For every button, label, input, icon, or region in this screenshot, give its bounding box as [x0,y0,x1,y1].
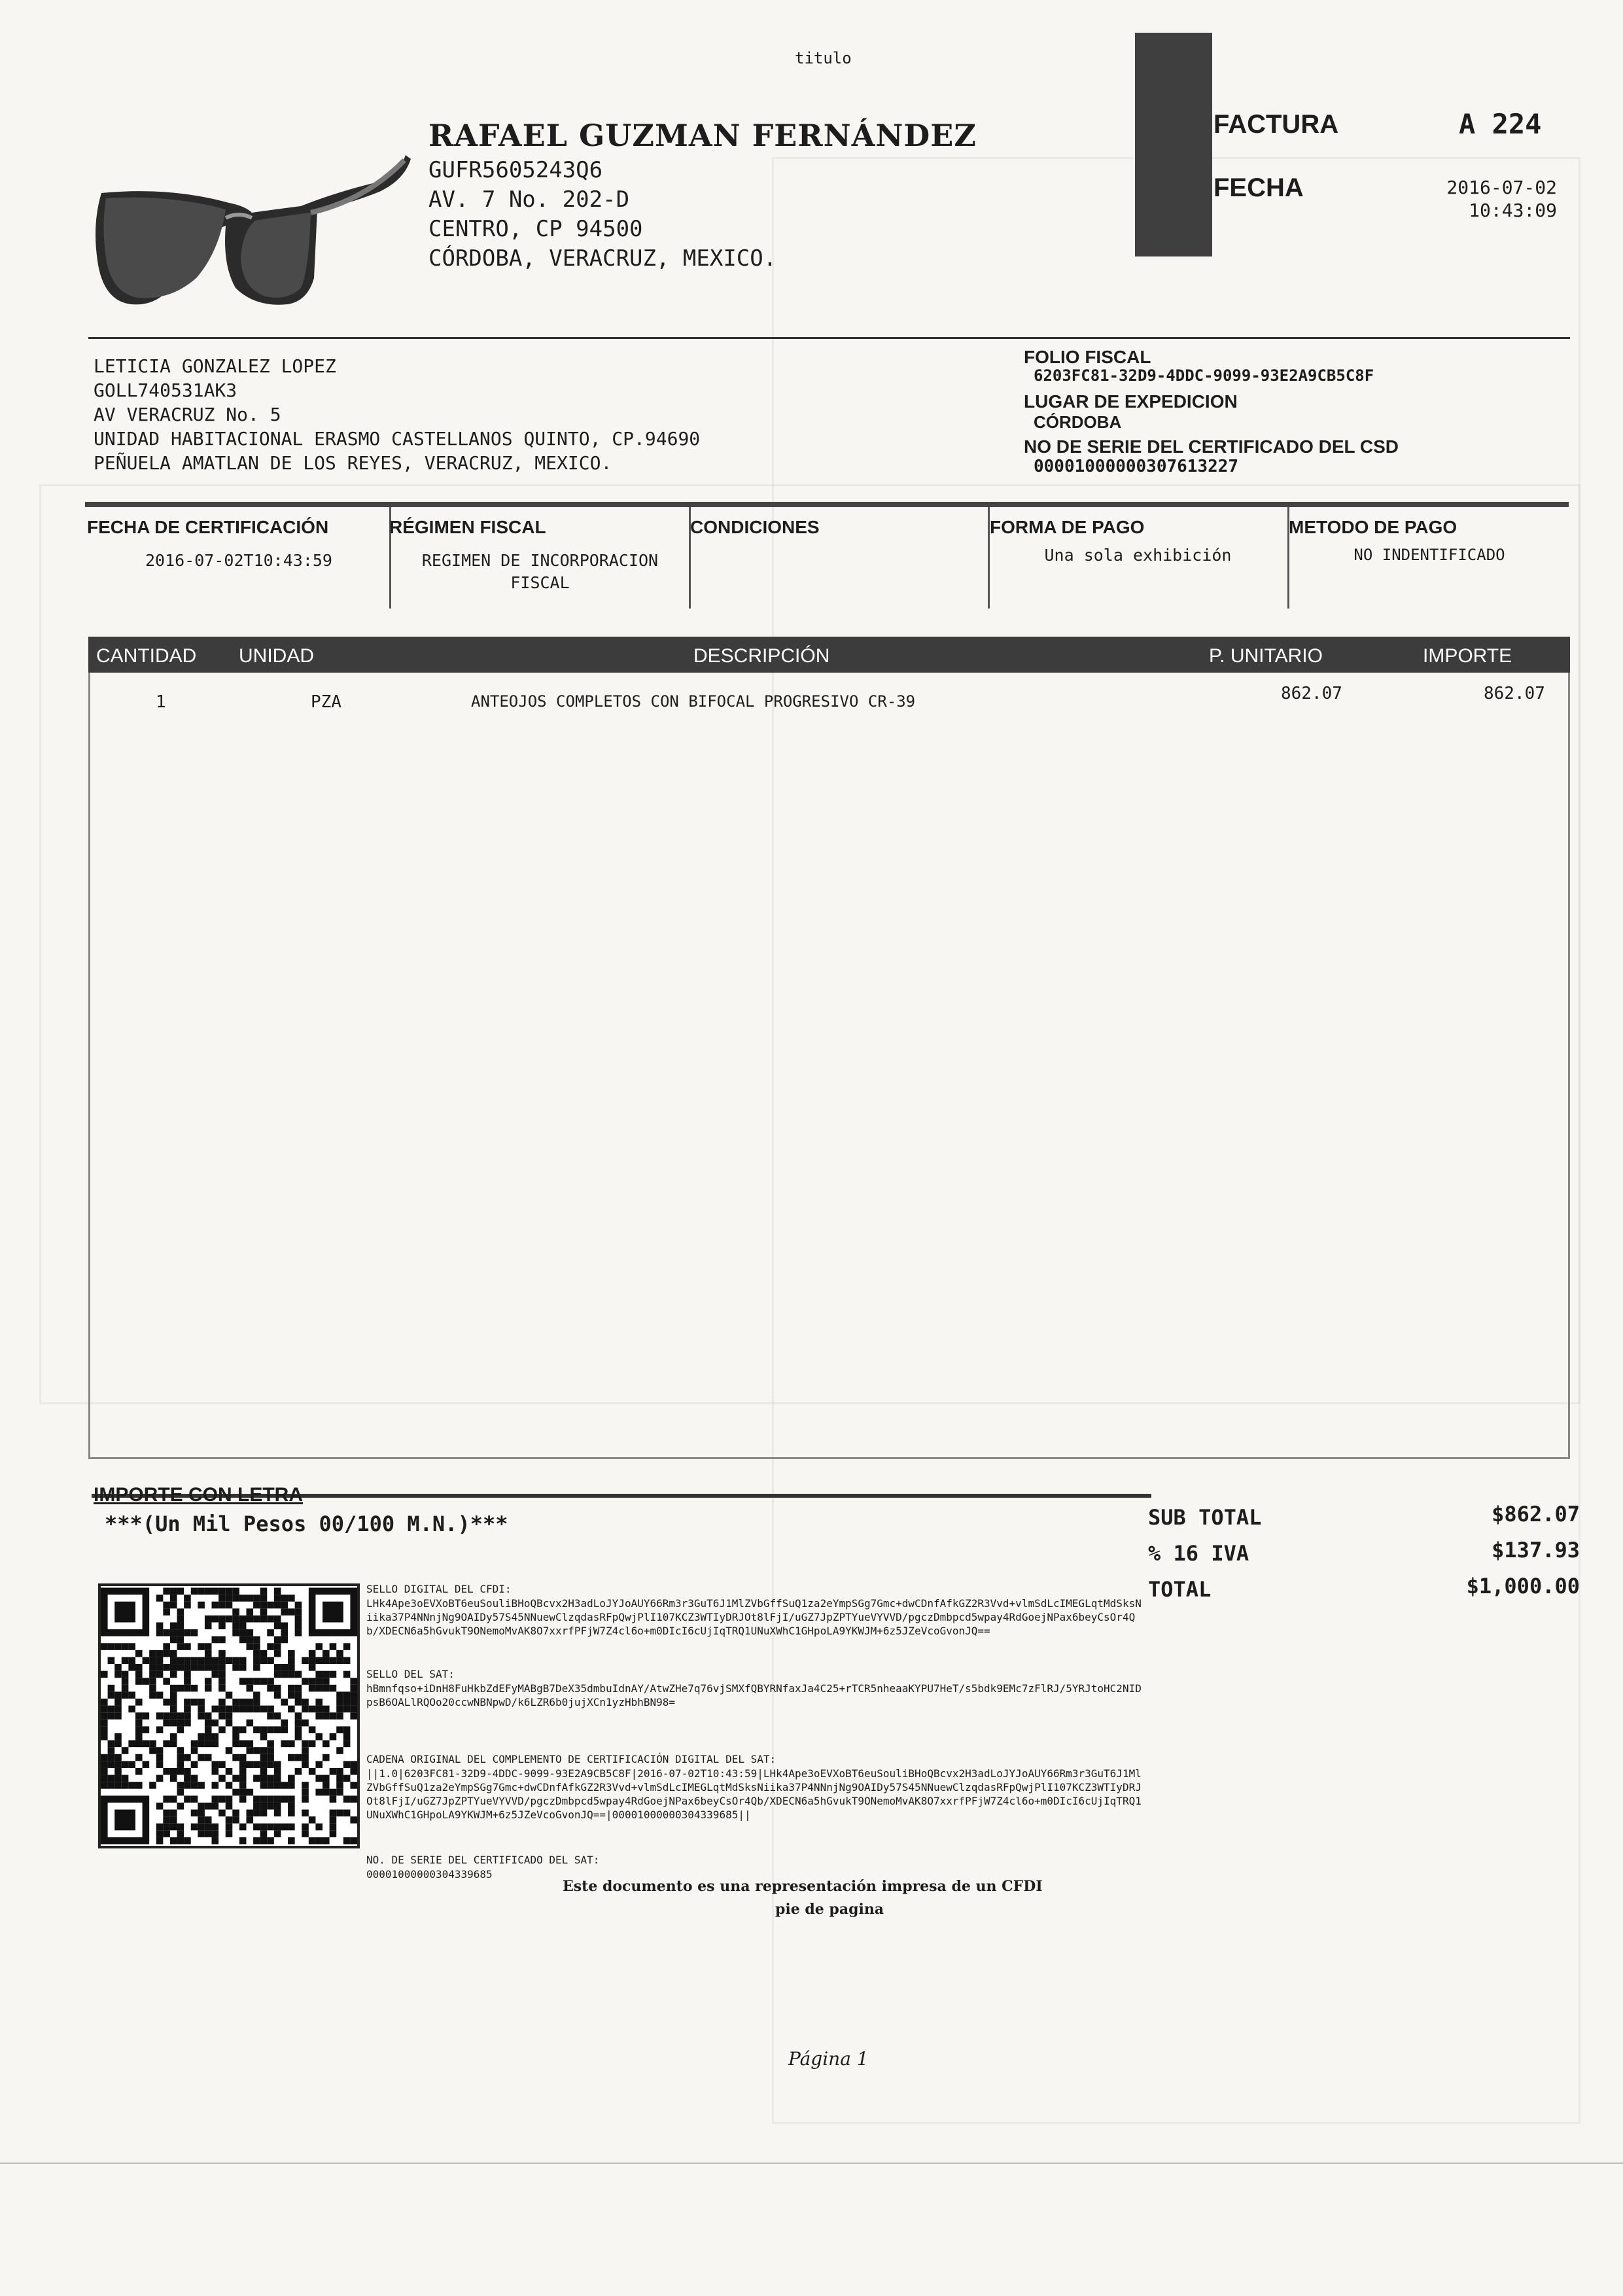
subtotal-value: $862.07 [1492,1502,1580,1527]
header-unidad: UNIDAD [239,645,315,667]
sello-cfdi-value: LHk4Ape3oEVXoBT6euSouliBHoQBcvx2H3adLoJYJoAUY66Rm3r3GuT6J1MlZVbGffSuQ1za2eYmpSGg7Gmc+dwCDnfAfkGZ2R3Vvd+vlmSdLcIMEGLqtMdSksNiika37P4NNnjNg9OAIDy57S45NNuewClzqdasRFpQwjPlI107KCZ3WTIyDRJOt8lFjI/uGZ7JpZPTYueVYVVD/pgczDmbpcd5wpay4RdGoejNPax6beyCsOr4Qb/XDECN6a5hGvukT9ONemoMvAK8O7xxrfPFjW7Z4cl6o+m0DIcI6cUjIqTRQ1UNuXWhC1GHpoLA9YKWJM+6z5JZeVcoGvonJQ== [366,1597,1142,1637]
cadena-original-label: CADENA ORIGINAL DEL COMPLEMENTO DE CERTIFICACIÓN DIGITAL DEL SAT: [366,1753,777,1765]
receiver-rfc: GOLL740531AK3 [94,380,237,401]
header-dark-block [1135,33,1212,256]
sello-sat-value: hBmnfqso+iDnH8FuHkbZdEFyMABgB7DeX35dmbuIdnAY/AtwZHe7q76vjSMXfQBYRNfaxJa4C25+rTCR5nheaaKYPU7HeT/s5bdk9EMc7zFlRJ/5YRJtoHC2NIDpsB6OALlRQOo20ccwNBNpwD/k6LZR6b0jujXCn1yzHbhBN98= [366,1682,1142,1708]
regimen-fiscal-label: RÉGIMEN FISCAL [389,517,546,537]
factura-number: A 224 [1459,108,1542,140]
condiciones-label: CONDICIONES [690,517,820,537]
concepts-table [88,637,1570,1459]
header-separator [88,337,1570,339]
header-p-unitario: P. UNITARIO [1209,645,1323,667]
iva-value: $137.93 [1492,1538,1580,1563]
pie-de-pagina: pie de pagina [775,1901,884,1918]
emitter-name: RAFAEL GUZMAN FERNÁNDEZ [428,118,977,153]
metodo-pago-label: METODO DE PAGO [1289,517,1457,537]
forma-pago-value: Una sola exhibición [1044,546,1232,565]
page-number: Página 1 [788,2048,869,2070]
forma-pago-label: FORMA DE PAGO [990,517,1145,537]
metodo-pago-value: NO INDENTIFICADO [1353,546,1505,564]
emitter-rfc: GUFR5605243Q6 [428,157,603,183]
no-serie-sat-label: NO. DE SERIE DEL CERTIFICADO DEL SAT: [366,1854,600,1866]
row-p-unitario: 862.07 [1281,684,1342,703]
qr-code-frame [98,1583,360,1848]
total-value: $1,000.00 [1466,1574,1580,1598]
receiver-address-3: PEÑUELA AMATLAN DE LOS REYES, VERACRUZ, MEXICO. [94,452,612,474]
emitter-address-3: CÓRDOBA, VERACRUZ, MEXICO. [428,245,777,272]
fecha-certificacion-value: 2016-07-02T10:43:59 [145,551,332,570]
subtotal-label: SUB TOTAL [1148,1505,1262,1530]
factura-label: FACTURA [1213,110,1339,139]
info-row-bar [85,502,1569,507]
folio-fiscal-label: FOLIO FISCAL [1024,347,1151,367]
importe-letra-value: ***(Un Mil Pesos 00/100 M.N.)*** [105,1511,508,1536]
fecha-date: 2016-07-02 [1446,177,1557,198]
fecha-certificacion-label: FECHA DE CERTIFICACIÓN [87,517,329,537]
sello-sat-label: SELLO DEL SAT: [366,1668,455,1680]
folio-fiscal-value: 6203FC81-32D9-4DDC-9099-93E2A9CB5C8F [1034,366,1374,385]
serie-csd-label: NO DE SERIE DEL CERTIFICADO DEL CSD [1024,436,1399,457]
importe-letra-label: IMPORTE CON LETRA [94,1484,303,1506]
serie-csd-value: 00001000000307613227 [1034,457,1239,476]
header-cantidad: CANTIDAD [96,645,197,667]
cfdi-note: Este documento es una representación impresa de un CFDI [563,1878,1043,1895]
row-unidad: PZA [311,692,341,712]
lugar-expedicion-value: CÓRDOBA [1034,412,1122,432]
receiver-address-2: UNIDAD HABITACIONAL ERASMO CASTELLANOS QUINTO, CP.94690 [94,428,701,450]
row-cantidad: 1 [156,692,166,712]
total-label: TOTAL [1148,1577,1212,1602]
header-descripcion: DESCRIPCIÓN [693,645,830,667]
row-importe: 862.07 [1484,684,1545,703]
fecha-label: FECHA [1213,173,1304,202]
no-serie-sat-value: 00001000000304339685 [366,1868,493,1881]
iva-label: % 16 IVA [1148,1541,1249,1566]
regimen-fiscal-value-2: FISCAL [510,573,570,592]
fecha-time: 10:43:09 [1469,200,1557,221]
emitter-address-1: AV. 7 No. 202-D [428,186,630,213]
document-title: titulo [795,49,852,67]
qr-code-icon [101,1586,357,1846]
regimen-fiscal-value-1: REGIMEN DE INCORPORACION [421,551,659,570]
sunglasses-logo [92,147,419,317]
row-descripcion: ANTEOJOS COMPLETOS CON BIFOCAL PROGRESIVO CR-39 [471,692,916,711]
sello-cfdi-label: SELLO DIGITAL DEL CFDI: [366,1583,512,1595]
cadena-original-value: ||1.0|6203FC81-32D9-4DDC-9099-93E2A9CB5C8F|2016-07-02T10:43:59|LHk4Ape3oEVXoBT6euSouliBHoQBcvx2H3adLoJYJoAUY66Rm3r3GuT6J1MlZVbGffSuQ1za2eYmpSGg7Gmc+dwCDnfAfkGZ2R3Vvd+vlmSdLcIMEGLqtMdSksNiika37P4NNnjNg9OAIDy57S45NNuewClzqdasRFpQwjPlI107KCZ3WTIyDRJOt8lFjI/uGZ7JpZPTYueVYVVD/pgczDmbpcd5wpay4RdGoejNPax6beyCsOr4Qb/XDECN6a5hGvukT9ONemoMvAK8O7xxrfPFjW7Z4cl6o+m0DIcI6cUjIqTRQ1UNuXWhC1GHpoLA9YKWJM+6z5JZeVcoGvonJQ==|00001000000304339685|| [366,1767,1142,1821]
receiver-address-1: AV VERACRUZ No. 5 [94,404,281,425]
page-bottom-edge [0,2163,1623,2164]
lugar-expedicion-label: LUGAR DE EXPEDICION [1024,391,1238,412]
emitter-address-2: CENTRO, CP 94500 [428,216,643,242]
receiver-name: LETICIA GONZALEZ LOPEZ [94,355,336,377]
header-importe: IMPORTE [1423,645,1512,667]
